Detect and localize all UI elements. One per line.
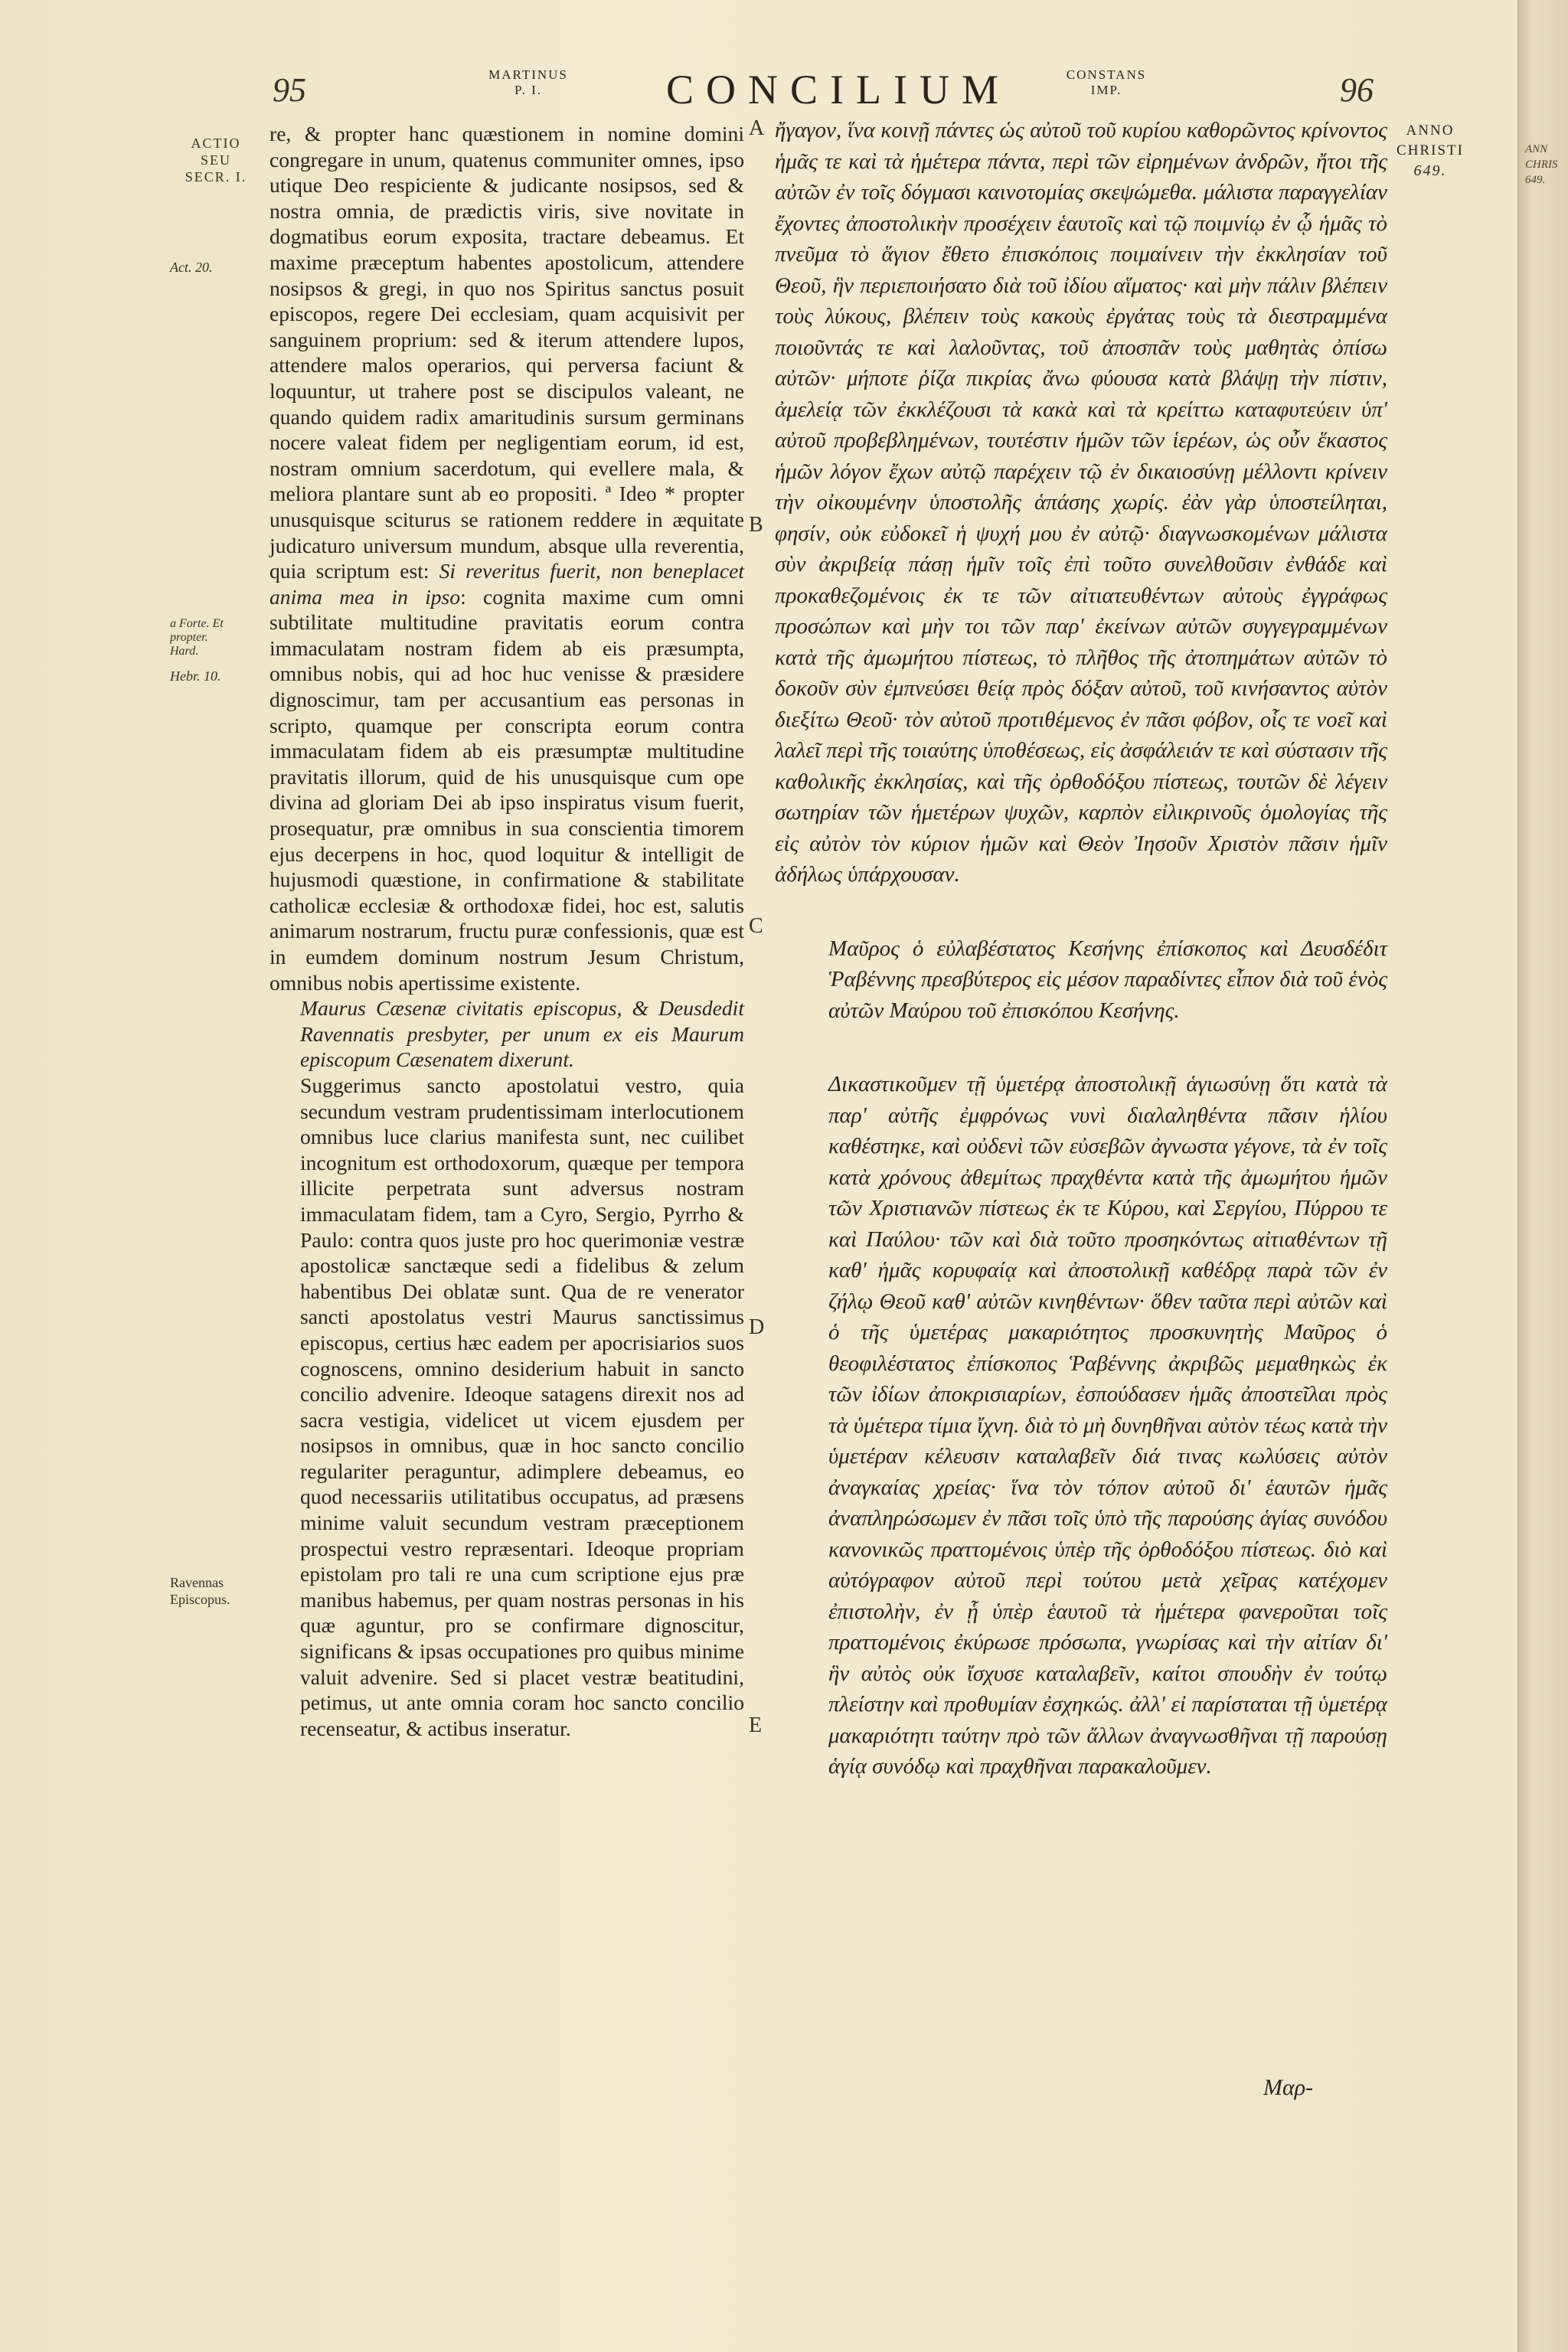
- latin-column: [270, 121, 744, 1741]
- greek-column: [775, 115, 1387, 1782]
- running-head-constans: CONSTANS IMP.: [1066, 67, 1147, 97]
- section-letter-c: C: [749, 914, 763, 938]
- facing-page-note: ANN CHRIS 649.: [1525, 143, 1558, 186]
- greek-speaker-line: Μαῦρος ὁ εὐλαβέστατος Κεσήνης ἐπίσκοπος καὶ Δευσδέδιτ Ῥαβέννης πρεσβύτερος εἰς μέσον παραδίντες εἶπον διὰ τοῦ ἑνὸς αὐτῶν Μαύρου τοῦ ἐπισκόπου Κεσήνης.: [828, 936, 1387, 1023]
- running-head-martinus: MARTINUS P. I.: [488, 67, 568, 97]
- latin-paragraph: Suggerimus sancto apostolatui vestro, quia secundum vestram prudentissimam interlocutionem omnibus luce clarius manifesta sunt, nec cuilibet incognitum est orthodoxorum, quæque per tempora illicite perpetrata sunt adversus nostram immaculatam fidem, tam a Cyro, Sergio, Pyrrho & Paulo: contra quos juste pro hoc querimoniæ vestræ apostolicæ sanctæque sedi a fidelibus & zelum habentibus Dei oblatæ sunt. Qua de re venerator sancti apostolatus vestri Maurus sanctissimus episcopus, certius hæc eadem per apocrisiarios suos cognoscens, omnino desiderium habuit in sancto concilio advenire. Ideoque satagens direxit nos ad sacra vestigia, videlicet ut vicem ejusdem per nosipsos in omnibus, quæ in hoc sancto concilio regulariter peraguntur, adimplere debeamus, eo quod necessariis utilitatibus occupatus, ad præsens minime valuit secundum vestram præceptionem prospectui vestro repræsentari. Ideoque propriam epistolam pro tali re una cum scriptione ejus præ manibus habemus, per quam nostras personas in his quæ aguntur, pro se confirmare dignoscitur, significans & ipsas occupationes pro quibus minime valuit advenire. Sed si placet vestræ beatitudini, petimus, ut ante omnia coram hoc sancto concilio recenseatur, & actibus inseratur.: [300, 1073, 744, 1740]
- section-letter-a: A: [749, 116, 765, 140]
- running-title: CONCILIUM: [666, 67, 1011, 113]
- margin-note-actio: ACTIO SEU SECR. I.: [185, 136, 247, 185]
- catchword: Μαρ-: [1263, 2075, 1314, 2100]
- margin-note-hebr: Hebr. 10.: [170, 668, 221, 684]
- scripture-quote: Si reveritus fuerit, non beneplacet anima mea in ipso: [270, 559, 744, 609]
- section-letter-d: D: [749, 1315, 765, 1339]
- anno-christi-note: ANNO CHRISTI 649.: [1396, 122, 1464, 179]
- right-page-number: 96: [1340, 71, 1374, 109]
- greek-paragraph: Δικαστικοῦμεν τῇ ὑμετέρᾳ ἀποστολικῇ ἁγιωσύνῃ ὅτι κατὰ τὰ παρ' αὐτῆς ἐμφρόνως νυνὶ διαλαληθέντα πᾶσιν ἡλίου καθέστηκε, καὶ οὐδενὶ τῶν εὐσεβῶν ἀγνωστα γέγονε, τὰ ἐν τοῖς κατὰ χρόνους ἀθεμίτως πραχθέντα κατὰ τῆς ἀμωμήτου ἡμῶν τῶν Χριστιανῶν πίστεως ἐκ τε Κύρου, καὶ Σεργίου, Πύρρου τε καὶ Παύλου· τῶν καὶ διὰ τοῦτο προσηκόντως αἰτιαθέντων τῇ καθ' ἡμᾶς κορυφαίᾳ καὶ ἀποστολικῇ καθέδρᾳ παρὰ τῶν ἐν ζήλῳ Θεοῦ καθ' αὐτῶν κινηθέντων· ὅθεν ταῦτα περὶ αὐτῶν καὶ ὁ τῆς ὑμετέρας μακαριότητος προσκυνητὴς Μαῦρος ὁ θεοφιλέστατος ἐπίσκοπος Ῥαβέννης ἀκριβῶς μεμαθηκὼς ἐκ τῶν ἰδίων ἀποκρισιαρίων, ἐσπούδασεν ἡμᾶς ἀποστεῖλαι πρὸς τὰ ὑμέτερα τίμια ἴχνη. διὰ τὸ μὴ δυνηθῆναι αὐτὸν τέως κατὰ τὴν ὑμετέραν κέλευσιν καταλαβεῖν διά τινας κωλύσεις αὐτὸν ἀναγκαίας χρείας· ἵνα τὸν τόπον αὐτοῦ δι' ἑαυτῶν ἡμᾶς ἀναπληρώσωμεν ἐν πᾶσι τοῖς ὑπὸ τῆς παρούσης ἁγίας συνόδου κανονικῶς πραττομένοις ὑπὲρ τῆς ὀρθοδόξου πίστεως. διὸ καὶ αὐτόγραφον αὐτοῦ περὶ τούτου μετὰ χεῖρας κατέχομεν ἐπιστολὴν, ἐν ᾗ ὑπὲρ ἑαυτοῦ τὰ ἡμέτερα φανεροῦται τοῖς πραττομένοις ἐκύρωσε πρόσωπα, γνωρίσας καὶ τὴν αἰτίαν δι' ἣν αὐτὸς οὐκ ἴσχυσε καταλαβεῖν, καίτοι σπουδὴν ἐν τούτῳ πλείστην καὶ προθυμίαν ἐσχηκώς. ἀλλ' εἰ παρίσταται τῇ ὑμετέρᾳ μακαριότητι ταύτην πρὸ τῶν ἄλλων ἀναγνωσθῆναι τῇ παρούσῃ ἁγίᾳ συνόδῳ καὶ πραχθῆναι παρακαλοῦμεν.: [828, 1072, 1387, 1779]
- facing-page-edge: [1517, 0, 1568, 2352]
- left-page-number: 95: [273, 71, 306, 109]
- greek-paragraph: ἤγαγον, ἵνα κοινῇ πάντες ὡς αὐτοῦ τοῦ κυρίου καθορῶντος κρίνοντος ἡμᾶς τε καὶ τὰ ἡμέτερα πάντα, περὶ τῶν εἰρημένων ἀνδρῶν, ἤτοι τῆς αὐτῶν ἐν τοῖς δόγμασι καινοτομίας σκεψώμεθα. μάλιστα παραγγελίαν ἔχοντες ἀποστολικὴν προσέχειν ἑαυτοῖς καὶ τῷ ποιμνίῳ ἐν ᾧ ἡμᾶς τὸ πνεῦμα τὸ ἅγιον ἔθετο ἐπισκόποις ποιμαίνειν τὴν ἐκκλησίαν τοῦ Θεοῦ, ἣν περιεποιήσατο διὰ τοῦ ἰδίου αἵματος· καὶ μὴν πάλιν βλέπειν τοὺς λύκους, βλέπειν τοὺς κακοὺς ἐργάτας τοὺς τὰ διεστραμμένα ποιοῦντάς τε καὶ λαλοῦντας, τοῦ ἀποσπᾶν τοὺς μαθητὰς ὀπίσω αὐτῶν· μήποτε ῥίζα πικρίας ἄνω φύουσα κατὰ βλάψῃ τὴν πίστιν, ἀμελείᾳ τῶν ἐκκλέζουσι τὰ κακὰ καὶ τὰ κρείττω καταφυτεύειν ὑπ' αὐτοῦ προβεβλημένων, τουτέστιν ἡμῶν τῶν ἱερέων, ὡς οὖν ἕκαστος ἡμῶν λόγον ἔχων αὐτῷ παρέχειν τῷ ἐν δικαιοσύνῃ μέλλοντι κρίνειν τὴν οἰκουμένην ὑποστολῆς ἁπάσης χωρίς. ἐὰν γὰρ ὑποστείληται, φησίν, οὐκ εὐδοκεῖ ἡ ψυχή μου ἐν αὐτῷ· διαγνωσκομένων μάλιστα σὺν ἀκριβείᾳ πάσῃ ἡμῖν τοῖς ἐπὶ τοῦτο συνελθοῦσιν ἐνθάδε καὶ προκαθεζομένοις ἐκ τε τῶν αἰτιατευθέντων αὐτοὺς ἐγγράφως προσώπων καὶ μὴν τοι τῶν παρ' ἐκείνων αὐτῶν συγγεγραμμένων κατὰ τῆς ἀμωμήτου πίστεως, τὸ πλῆθος τῆς ἀτοπημάτων αὐτῶν τὸ δοκοῦν σὺν ἐμπνεύσει θείᾳ πρὸς δόξαν αὐτοῦ, τοῦ κινήσαντος αὐτὸν διεξίτω Θεοῦ· τὸν αὐτοῦ προτιθέμενος ἐν πᾶσι φόβον, οἷς τε νοεῖ καὶ λαλεῖ περὶ τῆς τοιαύτης ὑποθέσεως, εἰς ἀσφάλειάν τε καὶ σύστασιν τῆς καθολικῆς ἐκκλησίας, καὶ τῆς ὀρθοδόξου πίστεως, τουτῶν δὲ λέγειν σωτηρίαν τῶν ἡμετέρων ψυχῶν, καρπὸν εἰλικρινοῦς ὁμολογίας τῆς εἰς αὐτὸν τὸν κύριον ἡμῶν καὶ Θεὸν Ἰησοῦν Χριστὸν πᾶσιν ἡμῖν ἀδήλως ὑπάρχουσαν.: [775, 118, 1387, 887]
- margin-note-acts: Act. 20.: [170, 260, 213, 275]
- section-letter-b: B: [749, 513, 763, 537]
- margin-note-forte: a Forte. Et propter. Hard.: [170, 617, 224, 658]
- section-letter-e: E: [749, 1713, 763, 1737]
- margin-note-ravennas: Ravennas Episcopus.: [170, 1575, 230, 1607]
- latin-paragraph: re, & propter hanc quæstionem in nomine domini congregare in unum, quatenus communiter omnes, ipso utique Deo respiciente & judicante nosipsos, sed & nostra omnia, de prædictis viris, sive novitate in dogmatibus eorum exposita, tractare debeamus. Et maxime præceptum habentes apostolicum, attendere nosipsos & gregi, in quo nos Spiritus sanctus posuit episcopos, regere Dei ecclesiam, quam acquisivit per sanguinem proprium: sed & iterum attendere lupos, attendere malos operarios, qui perversa faciunt & loquuntur, ut trahere post se discipulos valeant, ne quando quidem radix amaritudinis sursum germinans nocere valeat fidem per negligentiam eorum, id est, nostram omnium sacerdotum, qui evellere mala, & meliora plantare sunt ab eo propositi. ª Ideo * propter unusquisque sciturus se rationem reddere in æquitate judicaturo universum mundum, absque ulla reverentia, quia scriptum est: Si reveritus fuerit, non beneplacet anima mea in ipso: cognita maxime cum omni subtilitate multitudine pravitatis eorum contra immaculatam nostram fidem ab eis præsumpta, omnibus nobis, qui ad hoc huc venisse & præsidere dignoscimur, tam per accusantium eas personas in scripto, quamque per conscripta eorum contra immaculatam fidem ab eis præsumptæ multitudine pravitatis illorum, quid de his unusquisque cum ope divina ad gloriam Dei ab ipso inspiratus visum fuerit, prosequatur, præ omnibus in sua conscientia timorem ejus decerpens in hoc, quod loquitur & intelligit de hujusmodi quæstione, in confirmatione & stabilitate catholicæ ecclesiæ & orthodoxæ fidei, hoc est, salutis animarum nostrarum, fructu puræ confessionis, quæ est in eumdem dominum nostrum Jesum Christum, omnibus nobis apertissime existente.: [270, 122, 744, 995]
- latin-speaker-line: Maurus Cæsenæ civitatis episcopus, & Deusdedit Ravennatis presbyter, per unum ex eis Maurum episcopum Cæsenatem dixerunt.: [300, 996, 744, 1072]
